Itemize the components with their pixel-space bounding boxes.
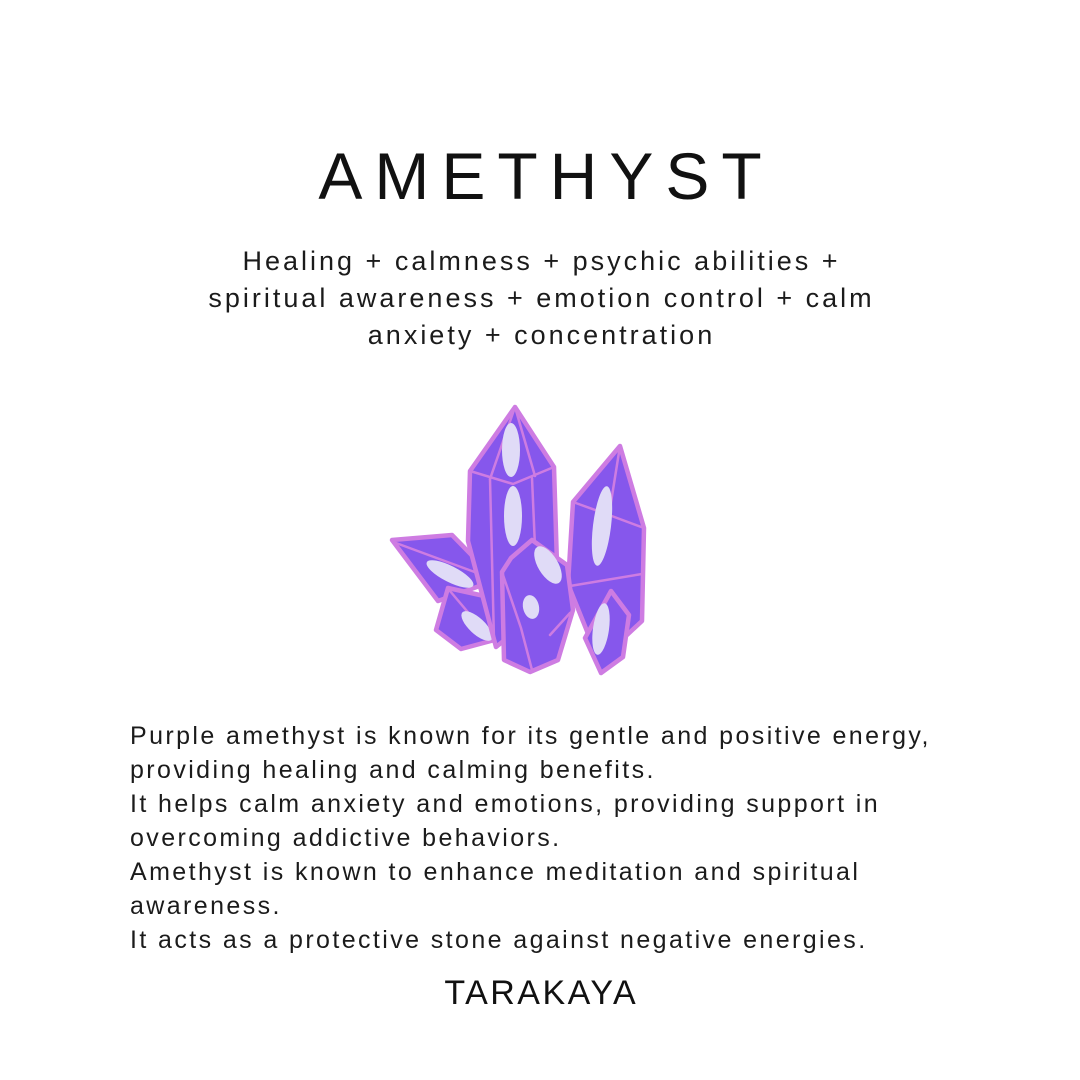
description — [130, 719, 970, 957]
crystal-cluster-svg — [380, 388, 700, 688]
subtitle-line-1: Healing + calmness + psychic abilities + — [242, 246, 841, 276]
amethyst-crystal-illustration — [380, 388, 700, 688]
description-line: providing healing and calming benefits. — [130, 756, 656, 784]
brand-name: TARAKAYA — [444, 974, 639, 1012]
description-line: Amethyst is known to enhance meditation and spiritual — [130, 858, 861, 886]
crystal-front — [502, 540, 573, 672]
subtitle — [0, 243, 1080, 354]
subtitle-line-3: anxiety + concentration — [367, 320, 716, 350]
description-line: overcoming addictive behaviors. — [130, 824, 562, 852]
subtitle-line-2: spiritual awareness + emotion control + calm — [208, 283, 875, 313]
description-line: It helps calm anxiety and emotions, providing support in — [130, 790, 881, 818]
description-line: Purple amethyst is known for its gentle and positive energy, — [130, 722, 931, 750]
description-line: awareness. — [130, 892, 282, 920]
page-title: AMETHYST — [318, 139, 774, 213]
description-line: It acts as a protective stone against negative energies. — [130, 926, 868, 954]
